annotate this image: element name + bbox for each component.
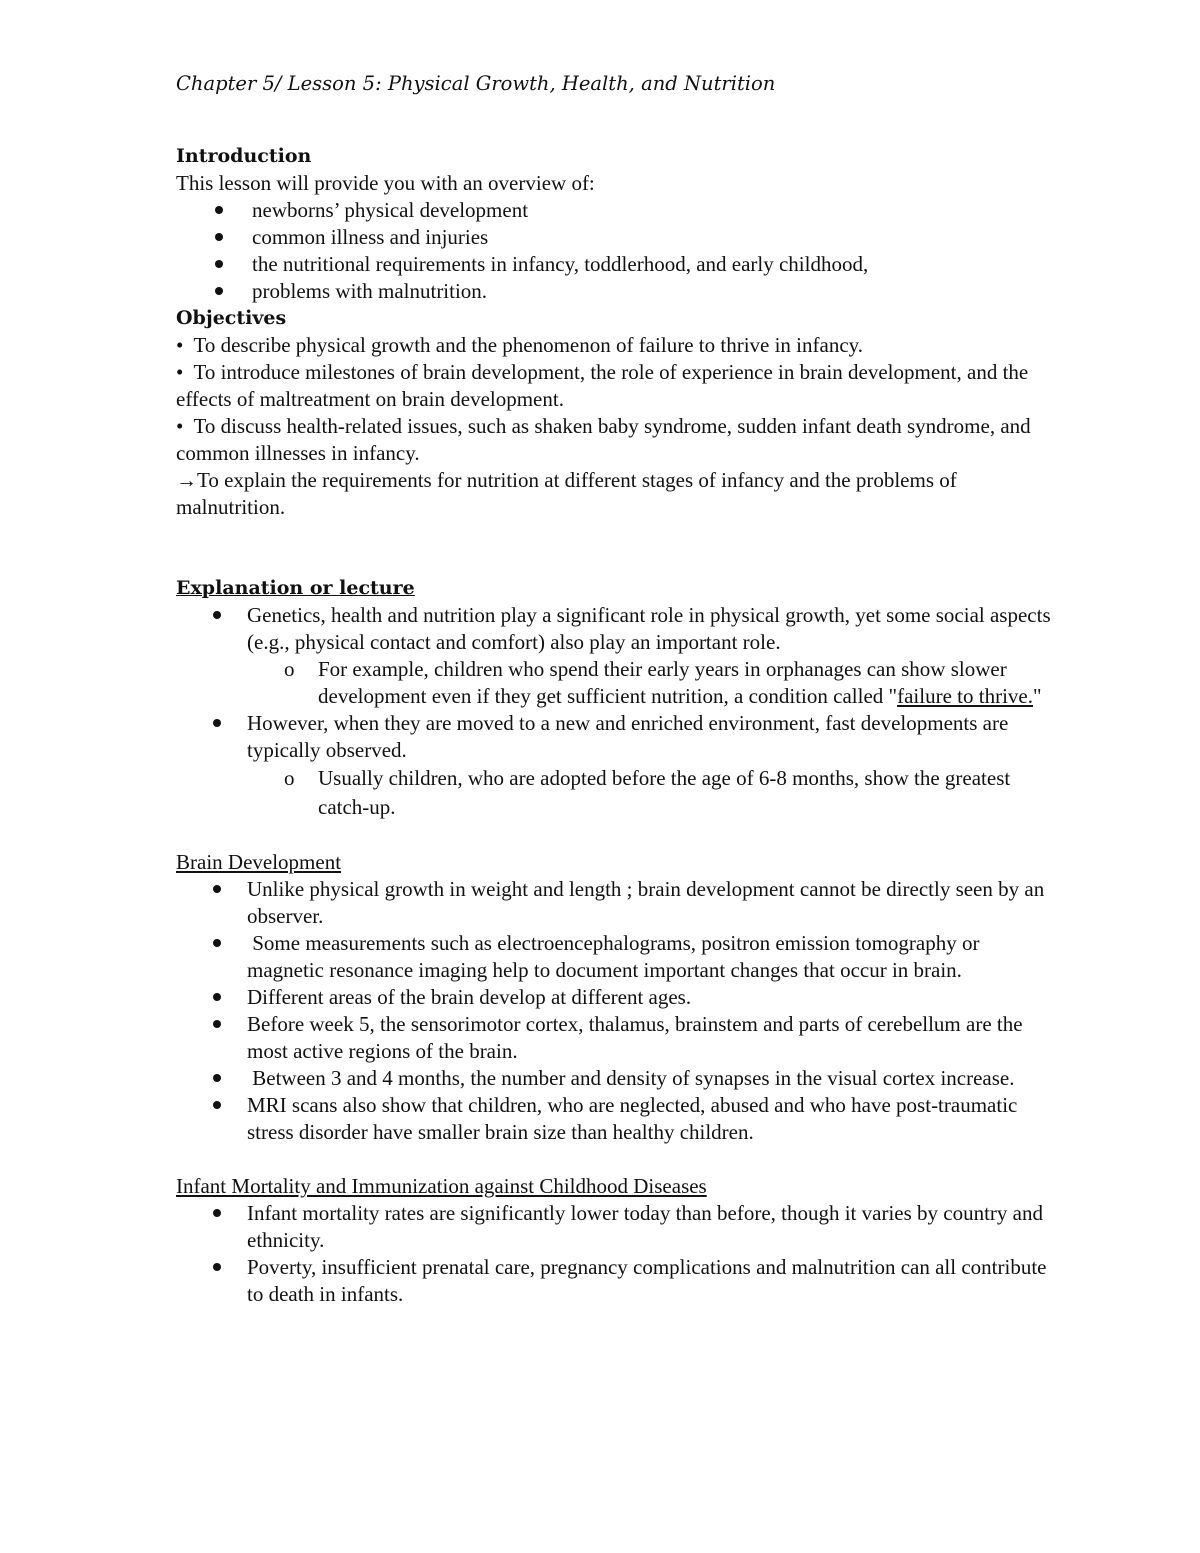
objective-item: • To discuss health-related issues, such as shaken baby syndrome, sudden infant death syndrome, and common illnesses in infancy. bbox=[176, 414, 1031, 465]
page-title: Chapter 5/ Lesson 5: Physical Growth, Health, and Nutrition bbox=[176, 72, 776, 95]
objectives-list bbox=[176, 332, 1056, 521]
introduction-lead: This lesson will provide you with an overview of: bbox=[176, 171, 595, 195]
infant-mortality-heading: Infant Mortality and Immunization against Childhood Diseases bbox=[176, 1174, 707, 1198]
list-item: Poverty, insufficient prenatal care, pregnancy complications and malnutrition can all contribute to death in infants. bbox=[247, 1254, 1056, 1308]
sub-list-item: o For example, children who spend their early years in orphanages can show slower development even if they get sufficient nutrition, a condition called "failure to thrive." bbox=[284, 657, 1042, 708]
sub-list-item: o Usually children, who are adopted before the age of 6-8 months, show the greatest catch-up. bbox=[284, 766, 1011, 819]
objective-item: • To introduce milestones of brain development, the role of experience in brain development, and the effects of maltreatment on brain development. bbox=[176, 360, 1029, 411]
lecture-list bbox=[176, 602, 1056, 822]
list-item: Genetics, health and nutrition play a significant role in physical growth, yet some social aspects (e.g., physical contact and comfort) also play an important role. o For example, children who spend their early years in orphanages can show slower development even if they get sufficient nutrition, a condition called "failure to thrive." bbox=[247, 602, 1056, 710]
list-item: However, when they are moved to a new and enriched environment, fast developments are typically observed. o Usually children, who are adopted before the age of 6-8 months, show the greatest catch-up. bbox=[247, 710, 1056, 822]
infant-mortality-list bbox=[176, 1200, 1056, 1308]
brain-development-heading: Brain Development bbox=[176, 850, 342, 874]
bullet-marker: • bbox=[176, 360, 184, 384]
failure-to-thrive-term: failure to thrive. bbox=[897, 684, 1033, 708]
lecture-heading: Explanation or lecture bbox=[176, 577, 415, 599]
document-body bbox=[176, 143, 1056, 1308]
list-item: Between 3 and 4 months, the number and density of synapses in the visual cortex increase. bbox=[247, 1065, 1056, 1092]
objective-item: • To describe physical growth and the phenomenon of failure to thrive in infancy. bbox=[176, 333, 864, 357]
list-item: newborns’ physical development bbox=[252, 197, 1056, 224]
sub-list bbox=[247, 764, 1056, 822]
list-item: Some measurements such as electroencephalograms, positron emission tomography or magnetic resonance imaging help to document important changes that occur in brain. bbox=[247, 930, 1056, 984]
bullet-marker: • bbox=[176, 414, 184, 438]
arrow-icon: → bbox=[176, 468, 197, 492]
list-item: common illness and injuries bbox=[252, 224, 1056, 251]
list-item: Unlike physical growth in weight and length ; brain development cannot be directly seen by an observer. bbox=[247, 876, 1056, 930]
sub-list bbox=[247, 656, 1056, 710]
list-item: the nutritional requirements in infancy, toddlerhood, and early childhood, bbox=[252, 251, 1056, 278]
list-item: Before week 5, the sensorimotor cortex, thalamus, brainstem and parts of cerebellum are the most active regions of the brain. bbox=[247, 1011, 1056, 1065]
introduction-heading: Introduction bbox=[176, 145, 312, 167]
objectives-heading: Objectives bbox=[176, 307, 287, 329]
list-item: Infant mortality rates are significantly lower today than before, though it varies by country and ethnicity. bbox=[247, 1200, 1056, 1254]
list-item: problems with malnutrition. bbox=[252, 278, 1056, 305]
objective-item: →To explain the requirements for nutrition at different stages of infancy and the problems of malnutrition. bbox=[176, 468, 957, 519]
sub-bullet-marker: o bbox=[284, 657, 295, 681]
brain-development-list bbox=[176, 876, 1056, 1146]
list-item: MRI scans also show that children, who are neglected, abused and who have post-traumatic stress disorder have smaller brain size than healthy children. bbox=[247, 1092, 1056, 1146]
sub-bullet-marker: o bbox=[284, 766, 295, 790]
list-item: Different areas of the brain develop at different ages. bbox=[247, 984, 1056, 1011]
bullet-marker: • bbox=[176, 333, 184, 357]
introduction-list bbox=[176, 197, 1056, 305]
